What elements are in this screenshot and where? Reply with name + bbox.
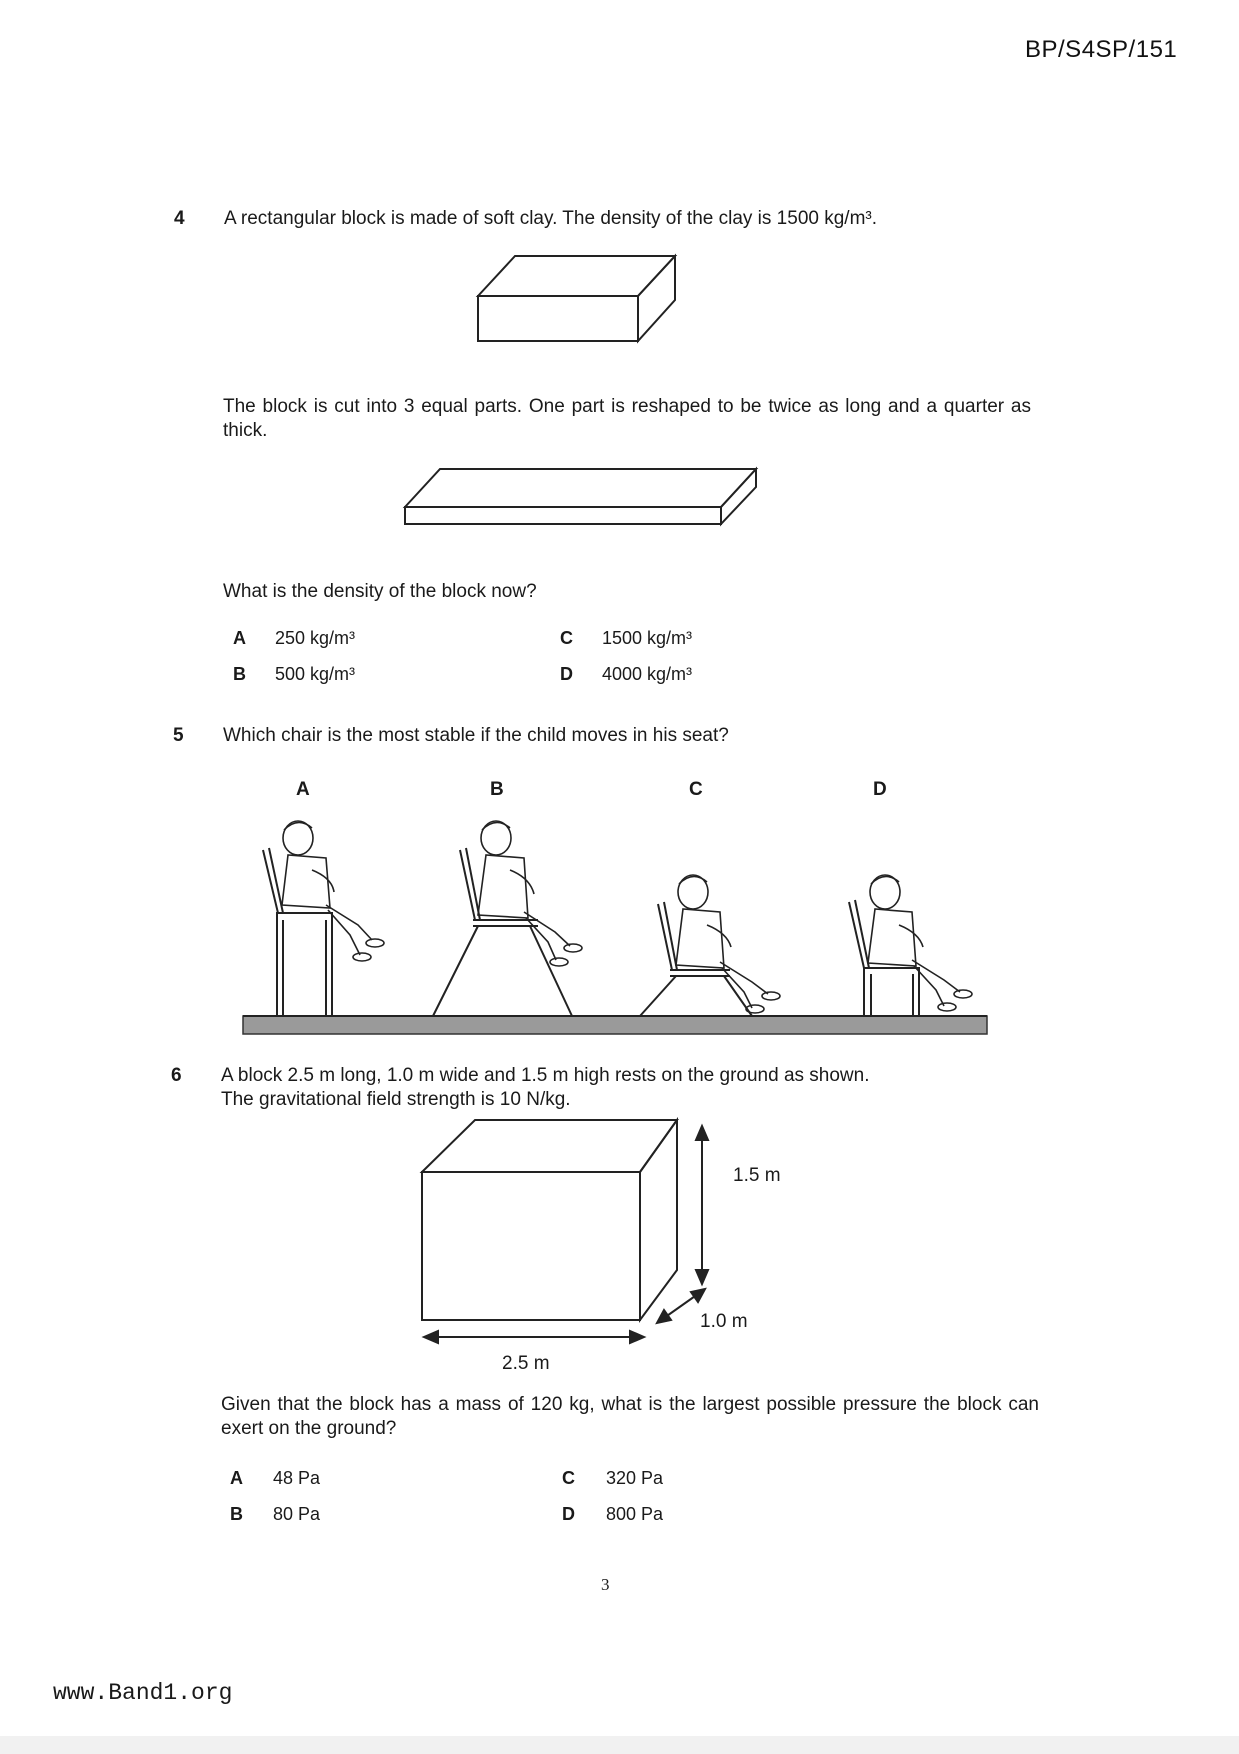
q6-option-d-text: 800 Pa [606,1504,664,1524]
dimension-height-label: 1.5 m [733,1165,781,1186]
footer-website: www.Band1.org [53,1680,233,1706]
dimension-width-label: 1.0 m [700,1311,748,1332]
question-6-question: Given that the block has a mass of 120 kg, what is the largest possible pressure the block can exert on the ground? [221,1394,1039,1439]
q6-option-b-text: 80 Pa [273,1504,321,1524]
q4-option-c-letter: C [560,628,573,648]
scan-bottom-edge [0,1736,1239,1754]
q4-option-b-text: 500 kg/m³ [275,664,356,684]
cuboid-front [422,1172,640,1320]
document-code: BP/S4SP/151 [1025,36,1178,63]
q4-option-b-letter: B [233,664,246,684]
dimension-arrows [424,1126,708,1343]
q4-option-d-text: 4000 kg/m³ [602,664,693,684]
question-6-stem-line-2: The gravitational field strength is 10 N/kg. [221,1089,571,1110]
page-number: 3 [601,1575,610,1594]
question-6-stem-line-1: A block 2.5 m long, 1.0 m wide and 1.5 m high rests on the ground as shown. [221,1065,870,1086]
question-5-stem: Which chair is the most stable if the child moves in his seat? [223,725,729,746]
q4-option-d-letter: D [560,664,573,684]
question-5-number: 5 [173,725,184,746]
q4-option-a-text: 250 kg/m³ [275,628,356,648]
question-4-stem-2: The block is cut into 3 equal parts. One part is reshaped to be twice as long and a quarter as thick. [223,396,1031,441]
question-6-number: 6 [171,1065,182,1086]
q6-option-a-text: 48 Pa [273,1468,321,1488]
dimension-length-label: 2.5 m [502,1353,550,1374]
q4-option-c-text: 1500 kg/m³ [602,628,693,648]
cuboid-top [422,1120,677,1172]
q6-option-d-letter: D [562,1504,575,1524]
chair-label-d: D [873,779,887,800]
chair-label-a: A [296,779,310,800]
cuboid-side [640,1120,677,1320]
question-4-stem: A rectangular block is made of soft clay. The density of the clay is 1500 kg/m³. [224,208,878,229]
q6-option-b-letter: B [230,1504,243,1524]
q4-option-a-letter: A [233,628,246,648]
q6-option-c-letter: C [562,1468,575,1488]
q6-option-a-letter: A [230,1468,243,1488]
chair-label-c: C [689,779,703,800]
chair-label-b: B [490,779,504,800]
question-4-number: 4 [174,208,185,229]
question-4-question: What is the density of the block now? [223,581,537,602]
q6-option-c-text: 320 Pa [606,1468,664,1488]
